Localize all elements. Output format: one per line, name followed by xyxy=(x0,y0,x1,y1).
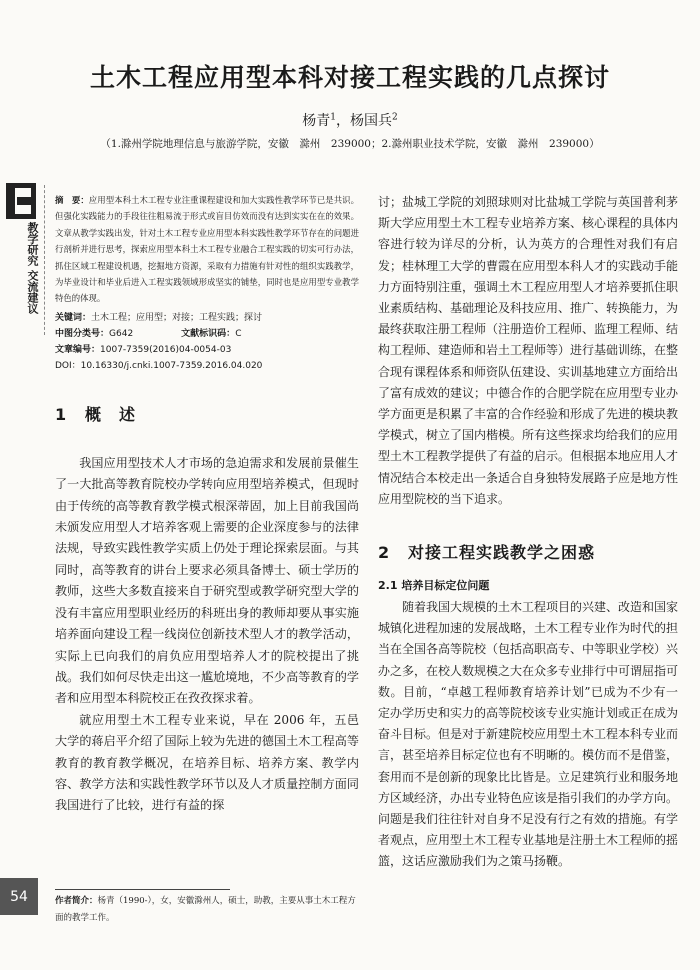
clc-label: 中图分类号： xyxy=(55,328,110,339)
author-line: 杨青$^1$，杨国兵$^2$ xyxy=(302,112,398,129)
right-column xyxy=(378,192,678,873)
footnote-rule xyxy=(55,889,230,890)
page-number: 54 xyxy=(0,878,38,915)
classification-line xyxy=(55,326,359,342)
doi-label: DOI： xyxy=(55,360,81,371)
body-paragraph: 讨；盐城工学院的刘照球则对比盐城工学院与英国普利茅斯大学应用型土木工程专业培养方案、核心课程的具体内容进行较为详尽的分析，认为英方的合理性对我们有启发；桂林理工大学的曹霞在应用型本科人才的实践动手能力方面特别注重，强调土木工程应用型人才培养要抓住职业素质结构、基础理论及科技应用、推广、转换能力，为最终获取注册工程师（注册造价工程师、监理工程师、结构工程师、建造师和岩土工程师等）进行基础训练，在整合现有课程体系和师资队伍建设、实训基地建立方面给出了富有成效的建议；中德合作的合肥学院在应用型专业办学方面更是积累了丰富的合作经验和形成了先进的模块教学模式，树立了国内楷模。所有这些探求均给我们的应用型土木工程教学提供了有益的启示。但根据本地应用人才情况结合本校走出一条适合自身独特发展路子应是地方性应用型院校的当下追求。 xyxy=(378,195,679,506)
doc-code-label: 文献标识码： xyxy=(181,328,236,339)
affiliations: （1.滁州学院地理信息与旅游学院，安徽 滁州 239000；2.滁州职业技术学院，安徽 滁州 239000） xyxy=(100,138,600,150)
section-number: 2 xyxy=(378,543,391,563)
body-paragraph: 我国应用型技术人才市场的急迫需求和发展前景催生了一大批高等教育院校办学转向应用型培养模式，但现时由于传统的高等教育教学模式根深蒂固，加上目前我国尚未颁发应用型人才培养客观上需要的企业深度参与的法律法规，导致实践性教学实质上仍处于理论探索层面。与其同时，高等教育的讲台上要求必须具备博士、硕士学历的教师，这些大多数直接来自于研究型或教学研究型大学的没有丰富应用型职业经历的科班出身的教师却要从事实施培养面向建设工程一线岗位创新技术型人才的教学活动，实际上已向我们的肩负应用型培养人才的院校提出了挑战。我们如何尽快走出这一尴尬境地，不少高等教育的学者和应用型本科院校正在孜孜探求着。 xyxy=(55,455,359,706)
footnote-text: 杨青（1990-），女，安徽滁州人，硕士，助教，主要从事土木工程方面的教学工作。 xyxy=(55,896,356,923)
keywords-label: 关键词： xyxy=(55,312,92,323)
author-affiliation-mark: 1 xyxy=(330,112,336,123)
column-divider xyxy=(44,185,45,335)
author-name: 杨国兵 xyxy=(350,113,392,129)
section-heading xyxy=(378,540,678,563)
left-column xyxy=(55,192,359,817)
article-number-label: 文章编号： xyxy=(55,344,101,355)
abstract-label: 摘 要： xyxy=(55,195,89,205)
author-name: 杨青 xyxy=(302,113,331,129)
doi-value: 10.16330/j.cnki.1007-7359.2016.04.020 xyxy=(80,360,263,371)
footnote-label: 作者简介： xyxy=(55,896,98,906)
column-label: 教学研究 交流建议 xyxy=(26,222,39,314)
column-logo-icon xyxy=(6,183,36,219)
keywords-text: 土木工程；应用型；对接；工程实践；探讨 xyxy=(91,312,263,323)
section-heading xyxy=(55,402,359,425)
article-number-line xyxy=(55,342,359,358)
article-number-value: 1007-7359(2016)04-0054-03 xyxy=(100,344,232,355)
section-number: 1 xyxy=(55,404,68,424)
body-paragraph: 随着我国大规模的土木工程项目的兴建、改造和国家城镇化进程加速的发展战略，土木工程专业作为时代的担当在全国各高等院校（包括高职高专、中等职业学校）兴办之多，在校人数规模之大在众多专业排行中可谓屈指可数。目前，“卓越工程师教育培养计划”已成为不少有一定办学历史和实力的高等院校该专业实施计划或正在成为奋斗目标。但是对于新建院校应用型土木工程本科专业而言，甚至培养目标定位也有不明晰的。模仿而不是借鉴，套用而不是创新的现象比比皆是。立足建筑行业和服务地方区域经济，办出专业特色应该是指引我们的办学方向。问题是我们往往针对自身不足没有行之有效的措施。有学者观点，应用型土木工程专业基地是注册土木工程师的摇篮，这话应激励我们为之策马扬鞭。 xyxy=(378,600,679,869)
abstract xyxy=(55,192,359,307)
abstract-text: 应用型本科土木工程专业注重课程建设和加大实践性教学环节已是共识。但强化实践能力的手段往往粗易流于形式或盲目仿效而没有达到实实在在的效果。文章从教学实践出发，针对土木工程专业应用型本科实践性教学环节存在的问题进行剖析并进行思考，探索应用型本科土木工程专业融合工程实践的切实可行办法，抓住区域工程建设机遇，挖掘地方资源，采取有力措施有针对性的组织实践教学，为毕业设计和毕业后进入工程实践领域形成坚实的铺垫，同时也是应用型专业教学特色的体现。 xyxy=(55,195,360,304)
paper-title: 土木工程应用型本科对接工程实践的几点探讨 xyxy=(89,63,610,92)
body-paragraph: 就应用型土木工程专业来说，早在 2006 年，五邑大学的蒋启平介绍了国际上较为先进的德国土木工程高等教育的教育教学概况，在培养目标、培养方案、教学内容、教学方法和实践性教学环节以及人才质量控制方面同我国进行了比较，进行有益的探 xyxy=(55,712,359,813)
author-footnote xyxy=(55,893,359,927)
subsection-heading: 2.1 培养目标定位问题 xyxy=(378,579,490,593)
section-title: 对接工程实践教学之困惑 xyxy=(408,543,596,563)
author-affiliation-mark: 2 xyxy=(392,112,398,123)
keywords xyxy=(55,310,359,326)
doc-code-value: C xyxy=(235,328,242,339)
doi-line xyxy=(55,358,359,374)
section-title: 概 述 xyxy=(85,404,137,424)
clc-value: G642 xyxy=(109,328,134,339)
